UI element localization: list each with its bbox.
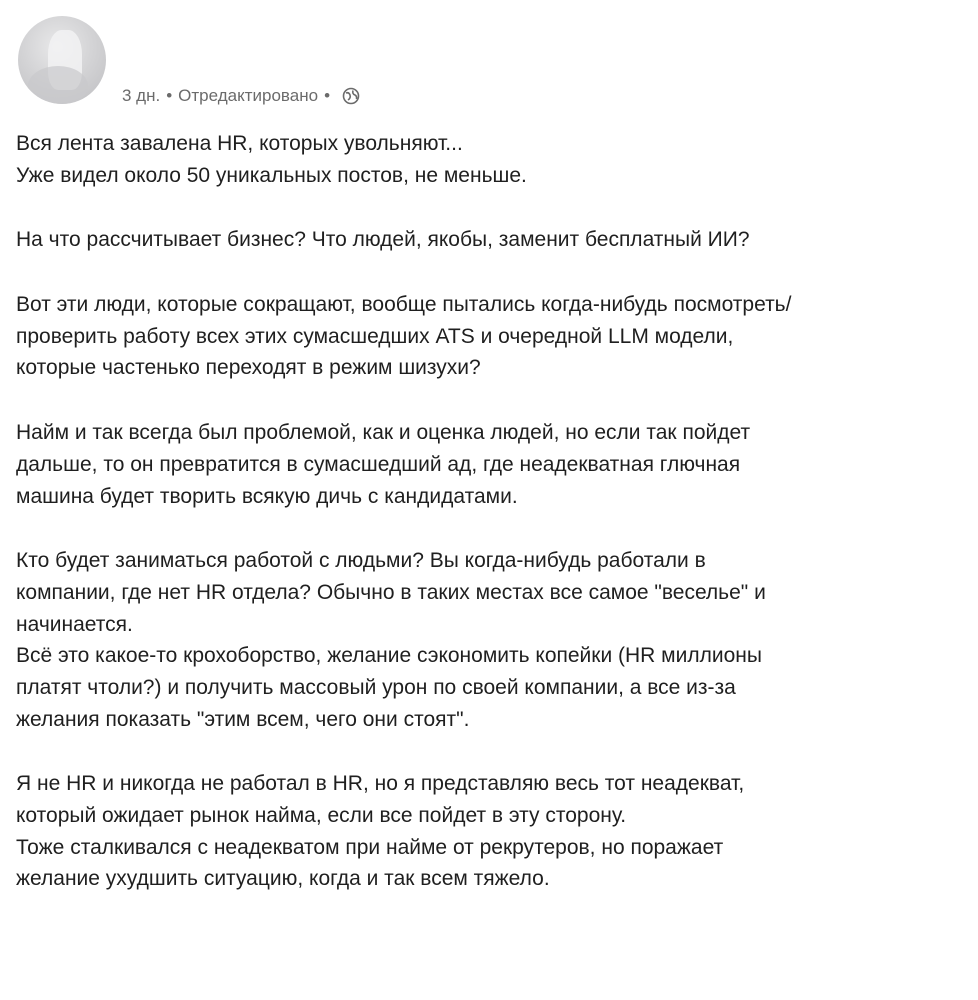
post-text-line: Вот эти люди, которые сокращают, вообще пытались когда-нибудь посмотреть/: [16, 293, 792, 317]
paragraph-gap: [16, 512, 961, 545]
avatar-image-shape: [28, 66, 88, 104]
paragraph-gap: [16, 735, 961, 768]
post-time: 3 дн.: [122, 86, 161, 105]
edited-label: Отредактировано: [178, 86, 319, 105]
post-body: [16, 128, 961, 895]
post-text-line: Всё это какое-то крохоборство, желание сэкономить копейки (HR миллионы: [16, 644, 762, 668]
post-text-line: платят чтоли?) и получить массовый урон по своей компании, а все из-за: [16, 675, 736, 699]
post-text-line: который ожидает рынок найма, если все пойдет в эту сторону.: [16, 804, 627, 827]
post-text-line: желания показать "этим всем, чего они стоят".: [16, 707, 470, 731]
post-text-line: начинается.: [16, 612, 133, 636]
paragraph-gap: [16, 191, 961, 224]
post-text-line: На что рассчитывает бизнес? Что людей, якобы, заменит бесплатный ИИ?: [16, 228, 750, 252]
post-meta: [122, 86, 360, 106]
post-text-line: проверить работу всех этих сумасшедших ATS и очередной LLM модели,: [16, 324, 734, 348]
paragraph-gap: [16, 256, 961, 289]
post-text-line: Вся лента завалена HR, которых увольняют...: [16, 132, 463, 155]
meta-separator: •: [166, 86, 173, 105]
meta-separator: •: [324, 86, 331, 105]
post-header: [18, 16, 958, 108]
post-text-line: Тоже сталкивался с неадекватом при найме от рекрутеров, но поражает: [16, 835, 724, 859]
post-text-line: Кто будет заниматься работой с людьми? Вы когда-нибудь работали в: [16, 549, 706, 573]
avatar[interactable]: [18, 16, 106, 104]
post-text-line: Уже видел около 50 уникальных постов, не меньше.: [16, 163, 527, 187]
post-text-line: машина будет творить всякую дичь с кандидатами.: [16, 484, 518, 508]
paragraph-gap: [16, 384, 961, 417]
globe-icon: [342, 87, 360, 105]
post-text-line: Найм и так всегда был проблемой, как и оценка людей, но если так пойдет: [16, 421, 751, 445]
post-text-line: желание ухудшить ситуацию, когда и так всем тяжело.: [16, 867, 550, 891]
post-text-line: компании, где нет HR отдела? Обычно в таких местах все самое "веселье" и: [16, 580, 766, 604]
post-text-line: дальше, то он превратится в сумасшедший ад, где неадекватная глючная: [16, 452, 741, 476]
post-text-line: которые частенько переходят в режим шизухи?: [16, 356, 481, 380]
post-text-line: Я не HR и никогда не работал в HR, но я представляю весь тот неадекват,: [16, 772, 745, 796]
